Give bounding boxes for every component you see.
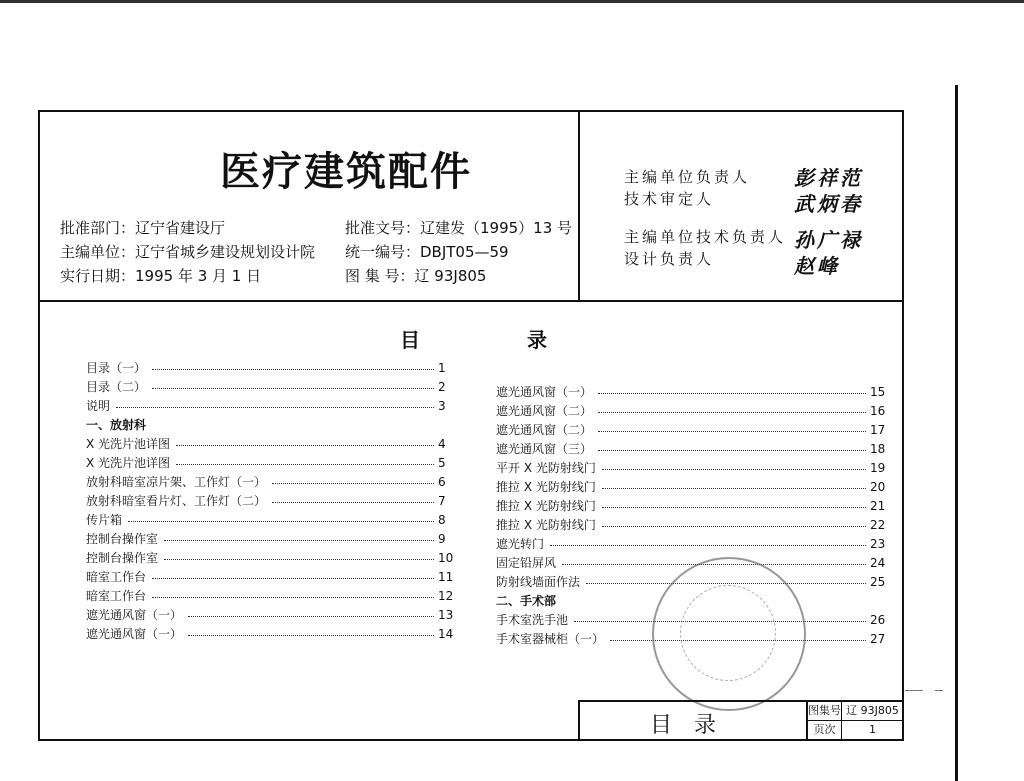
seal-stamp [652, 557, 806, 711]
toc-entry-page: 27 [870, 632, 886, 646]
toc-entry-page: 19 [870, 461, 886, 475]
toc-entry-page: 2 [438, 380, 446, 394]
responsible-role: 主编单位技术负责人 [624, 228, 787, 246]
unified-number: 统一编号：DBJT05—59 [345, 243, 509, 261]
seal-stamp-inner-ring [680, 585, 776, 681]
toc-entry [86, 435, 454, 454]
toc-heading-char: 目 [400, 328, 420, 352]
toc-leader-dots [152, 369, 434, 370]
toc-entry-label: 遮光通风窗（一） [496, 385, 593, 399]
toc-entry-label: 防射线墙面作法 [496, 575, 581, 589]
toc-entry [496, 516, 886, 535]
header-divider-horizontal [40, 300, 902, 302]
toc-entry-page: 8 [438, 513, 446, 527]
toc-entry [496, 383, 886, 402]
atlas-number: 图 集 号：辽 93J805 [345, 267, 487, 285]
toc-leader-dots [176, 464, 434, 465]
toc-entry [496, 535, 886, 554]
toc-entry-label: 手术室洗手池 [496, 613, 569, 627]
toc-entry [86, 454, 454, 473]
toc-entry-label: 目录（二） [86, 380, 147, 394]
signature: 武炳春 [794, 192, 863, 216]
toc-leader-dots [152, 388, 434, 389]
toc-entry-page: 17 [870, 423, 886, 437]
toc-leader-dots [272, 483, 434, 484]
toc-entry-label: 固定铅屏风 [496, 556, 557, 570]
toc-entry [86, 625, 454, 644]
toc-entry [86, 359, 454, 378]
toc-entry-page: 15 [870, 385, 886, 399]
approval-doc: 批准文号：辽建发（1995）13 号 [345, 219, 573, 237]
registration-mark [935, 690, 943, 691]
meta-right [345, 216, 572, 288]
toc-entry-page: 20 [870, 480, 886, 494]
toc-entry-page: 1 [438, 361, 446, 375]
toc-entry-label: 推拉 X 光防射线门 [496, 480, 596, 494]
toc-entry-label: 控制台操作室 [86, 551, 159, 565]
toc-entry-page: 22 [870, 518, 886, 532]
toc-entry-label: 遮光通风窗（二） [496, 404, 593, 418]
toc-leader-dots [550, 545, 866, 546]
toc-entry-label: 推拉 X 光防射线门 [496, 518, 596, 532]
effective-date: 实行日期：1995 年 3 月 1 日 [60, 267, 262, 285]
responsible-list [624, 166, 786, 270]
toc-entry [86, 587, 454, 606]
toc-leader-dots [598, 412, 866, 413]
toc-entry-page: 24 [870, 556, 886, 570]
toc-entry-page: 4 [438, 437, 446, 451]
toc-entry-label: X 光洗片池详图 [86, 437, 171, 451]
toc-entry-label: 控制台操作室 [86, 532, 159, 546]
toc-entry [86, 492, 454, 511]
toc-leader-dots [188, 635, 434, 636]
toc-entry-label: 遮光通风窗（一） [86, 627, 183, 641]
toc-leader-dots [116, 407, 434, 408]
toc-entry-label: 遮光通风窗（三） [496, 442, 593, 456]
toc-entry-page: 11 [438, 570, 454, 584]
signature: 赵峰 [794, 254, 840, 278]
signature: 孙广禄 [794, 228, 863, 252]
toc-entry-page: 6 [438, 475, 446, 489]
toc-entry-page: 18 [870, 442, 886, 456]
toc-entry-page: 26 [870, 613, 886, 627]
toc-leader-dots [164, 540, 434, 541]
toc-entry-page: 7 [438, 494, 446, 508]
toc-leader-dots [602, 469, 866, 470]
toc-leader-dots [602, 507, 866, 508]
drawing-sheet [38, 110, 904, 741]
toc-entry [496, 440, 886, 459]
toc-entry-page: 12 [438, 589, 454, 603]
toc-entry-page: 21 [870, 499, 886, 513]
toc-entry-page: 23 [870, 537, 886, 551]
toc-entry-label: 传片箱 [86, 513, 123, 527]
approval-dept: 批准部门：辽宁省建设厅 [60, 219, 226, 237]
toc-entry-page: 16 [870, 404, 886, 418]
atlas-label: 图集号 [808, 702, 842, 721]
page-label: 页次 [808, 721, 842, 740]
toc-entry-page: 10 [438, 551, 454, 565]
meta-left [60, 216, 315, 288]
toc-entry-label: 放射科暗室凉片架、工作灯（一） [86, 475, 267, 489]
signature: 彭祥范 [794, 166, 863, 190]
toc-entry-label: 遮光通风窗（二） [496, 423, 593, 437]
responsible-role: 设计负责人 [624, 250, 715, 268]
title-block-grid [806, 702, 904, 741]
toc-leader-dots [598, 450, 866, 451]
frame-border-right [955, 85, 958, 781]
responsible-role: 技术审定人 [624, 190, 715, 208]
toc-leader-dots [602, 526, 866, 527]
atlas-title: 医疗建筑配件 [220, 149, 472, 195]
toc-entry [86, 511, 454, 530]
toc-entry-label: 遮光通风窗（一） [86, 608, 183, 622]
page-value: 1 [842, 721, 904, 740]
toc-entry [86, 606, 454, 625]
toc-entry-label: 二、手术部 [496, 594, 557, 608]
toc-leader-dots [164, 559, 434, 560]
toc-entry [86, 568, 454, 587]
toc-leader-dots [598, 393, 866, 394]
toc-entry [86, 530, 454, 549]
toc-leader-dots [188, 616, 434, 617]
toc-entry [496, 421, 886, 440]
toc-entry-label: 放射科暗室看片灯、工作灯（二） [86, 494, 267, 508]
registration-mark [905, 690, 923, 691]
atlas-value: 辽 93J805 [842, 702, 904, 721]
scan-edge-top [0, 0, 1024, 3]
toc-entry-label: 暗室工作台 [86, 589, 147, 603]
toc-entry-label: 手术室器械柜（一） [496, 632, 605, 646]
toc-heading-char: 录 [527, 328, 547, 352]
toc-column-left [86, 359, 454, 644]
toc-leader-dots [152, 597, 434, 598]
toc-entry [86, 397, 454, 416]
toc-entry [496, 459, 886, 478]
toc-entry [496, 497, 886, 516]
toc-entry-page: 25 [870, 575, 886, 589]
header-divider-vertical [578, 112, 580, 300]
toc-entry [86, 416, 454, 435]
toc-leader-dots [176, 445, 434, 446]
toc-entry-label: 遮光转门 [496, 537, 545, 551]
toc-entry-page: 13 [438, 608, 454, 622]
toc-leader-dots [598, 431, 866, 432]
toc-entry [496, 478, 886, 497]
toc-entry-page: 5 [438, 456, 446, 470]
toc-entry-page: 14 [438, 627, 454, 641]
toc-leader-dots [152, 578, 434, 579]
toc-leader-dots [602, 488, 866, 489]
toc-leader-dots [128, 521, 434, 522]
toc-entry-label: 平开 X 光防射线门 [496, 461, 596, 475]
toc-entry-label: 推拉 X 光防射线门 [496, 499, 596, 513]
title-block [578, 700, 902, 741]
toc-entry-label: 目录（一） [86, 361, 147, 375]
title-block-title: 目录 [650, 713, 739, 738]
toc-entry [86, 473, 454, 492]
toc-entry-label: X 光洗片池详图 [86, 456, 171, 470]
toc-entry-label: 说明 [86, 399, 111, 413]
responsible-role: 主编单位负责人 [624, 168, 751, 186]
toc-entry-page: 9 [438, 532, 446, 546]
toc-leader-dots [272, 502, 434, 503]
toc-entry [86, 549, 454, 568]
chief-unit: 主编单位：辽宁省城乡建设规划设计院 [60, 243, 316, 261]
toc-entry-label: 暗室工作台 [86, 570, 147, 584]
toc-entry-page: 3 [438, 399, 446, 413]
toc-entry [86, 378, 454, 397]
toc-entry-label: 一、放射科 [86, 418, 147, 432]
toc-entry [496, 402, 886, 421]
